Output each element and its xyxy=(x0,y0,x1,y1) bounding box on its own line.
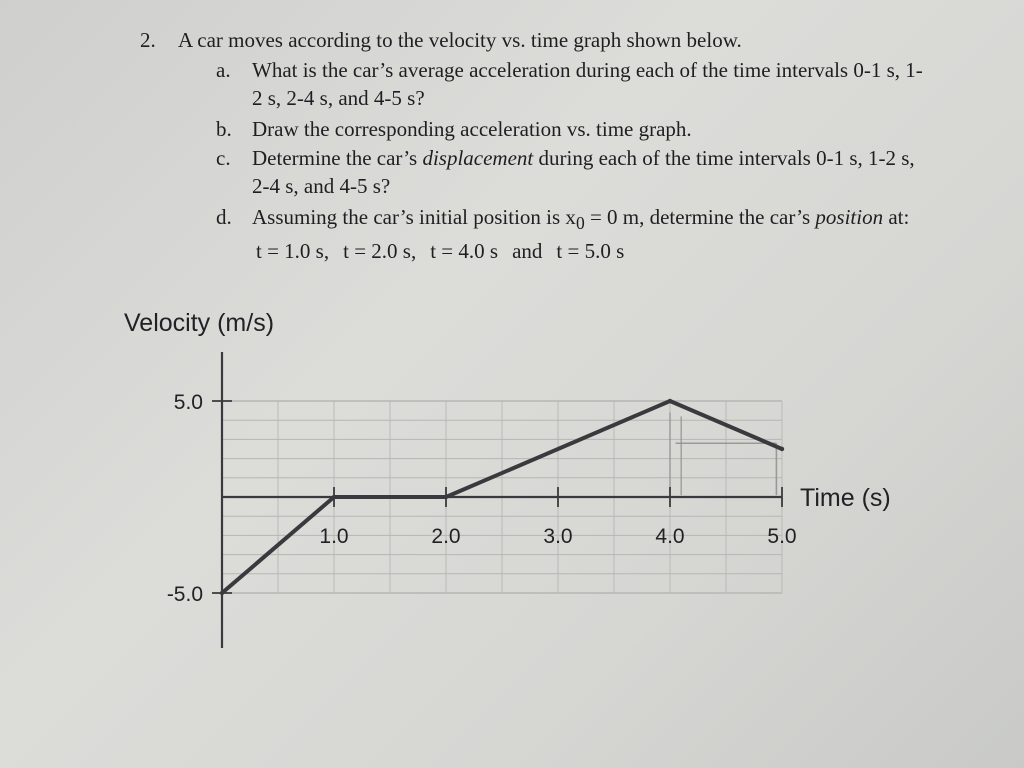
part-d-subscript: 0 xyxy=(575,213,585,234)
part-a-line-1: What is the car’s average acceleration during each of the time intervals 0-1 s, 1- xyxy=(252,58,923,82)
y-axis-label: Velocity (m/s) xyxy=(124,309,275,337)
pencil-vertical-mark xyxy=(670,413,681,496)
x-tick-label: 5.0 xyxy=(767,525,797,548)
x-axis-label: Time (s) xyxy=(800,484,891,512)
part-c-line-1-start: Determine the car’s xyxy=(252,146,423,170)
x-tick-label: 1.0 xyxy=(319,525,349,548)
chart-axes xyxy=(212,352,782,648)
part-d-line-1-end: at: xyxy=(883,205,910,229)
part-d-time-3: t = 4.0 s xyxy=(430,239,499,264)
part-d-time-4: t = 5.0 s xyxy=(556,239,625,264)
x-tick-label: 4.0 xyxy=(655,525,685,548)
part-d-letter: d. xyxy=(216,205,232,229)
velocity-data-point xyxy=(780,447,784,451)
part-c-line-2: 2-4 s, and 4-5 s? xyxy=(252,174,391,198)
velocity-data-point xyxy=(444,495,448,499)
velocity-data-point xyxy=(220,591,224,595)
part-c-letter: c. xyxy=(216,146,231,170)
problem-stem: A car moves according to the velocity vs. time graph shown below. xyxy=(178,28,742,52)
part-c-emphasis: displacement xyxy=(422,146,534,170)
velocity-data-point xyxy=(668,399,672,403)
part-b-letter: b. xyxy=(216,117,232,141)
part-d-time-2: t = 2.0 s, xyxy=(343,239,417,264)
part-b-line-1: Draw the corresponding acceleration vs. time graph. xyxy=(252,117,692,141)
part-d-emphasis: position xyxy=(815,205,884,229)
x-tick-label: 3.0 xyxy=(543,525,573,548)
part-d-time-1: t = 1.0 s, xyxy=(256,239,330,264)
problem-number: 2. xyxy=(140,28,156,52)
part-c-line-1-end: during each of the time intervals 0-1 s, 1-2 s, xyxy=(533,146,915,170)
part-a-letter: a. xyxy=(216,58,231,82)
part-d-and: and xyxy=(512,239,543,264)
part-a-line-2: 2 s, 2-4 s, and 4-5 s? xyxy=(252,86,425,110)
x-tick-label: 2.0 xyxy=(431,525,461,548)
y-tick-label: -5.0 xyxy=(166,583,203,606)
y-tick-label: 5.0 xyxy=(173,391,203,414)
velocity-data-point xyxy=(332,495,336,499)
part-d-line-1-start: Assuming the car’s initial position is x xyxy=(252,205,576,229)
part-d-line-1-mid: = 0 m, determine the car’s xyxy=(584,205,816,229)
